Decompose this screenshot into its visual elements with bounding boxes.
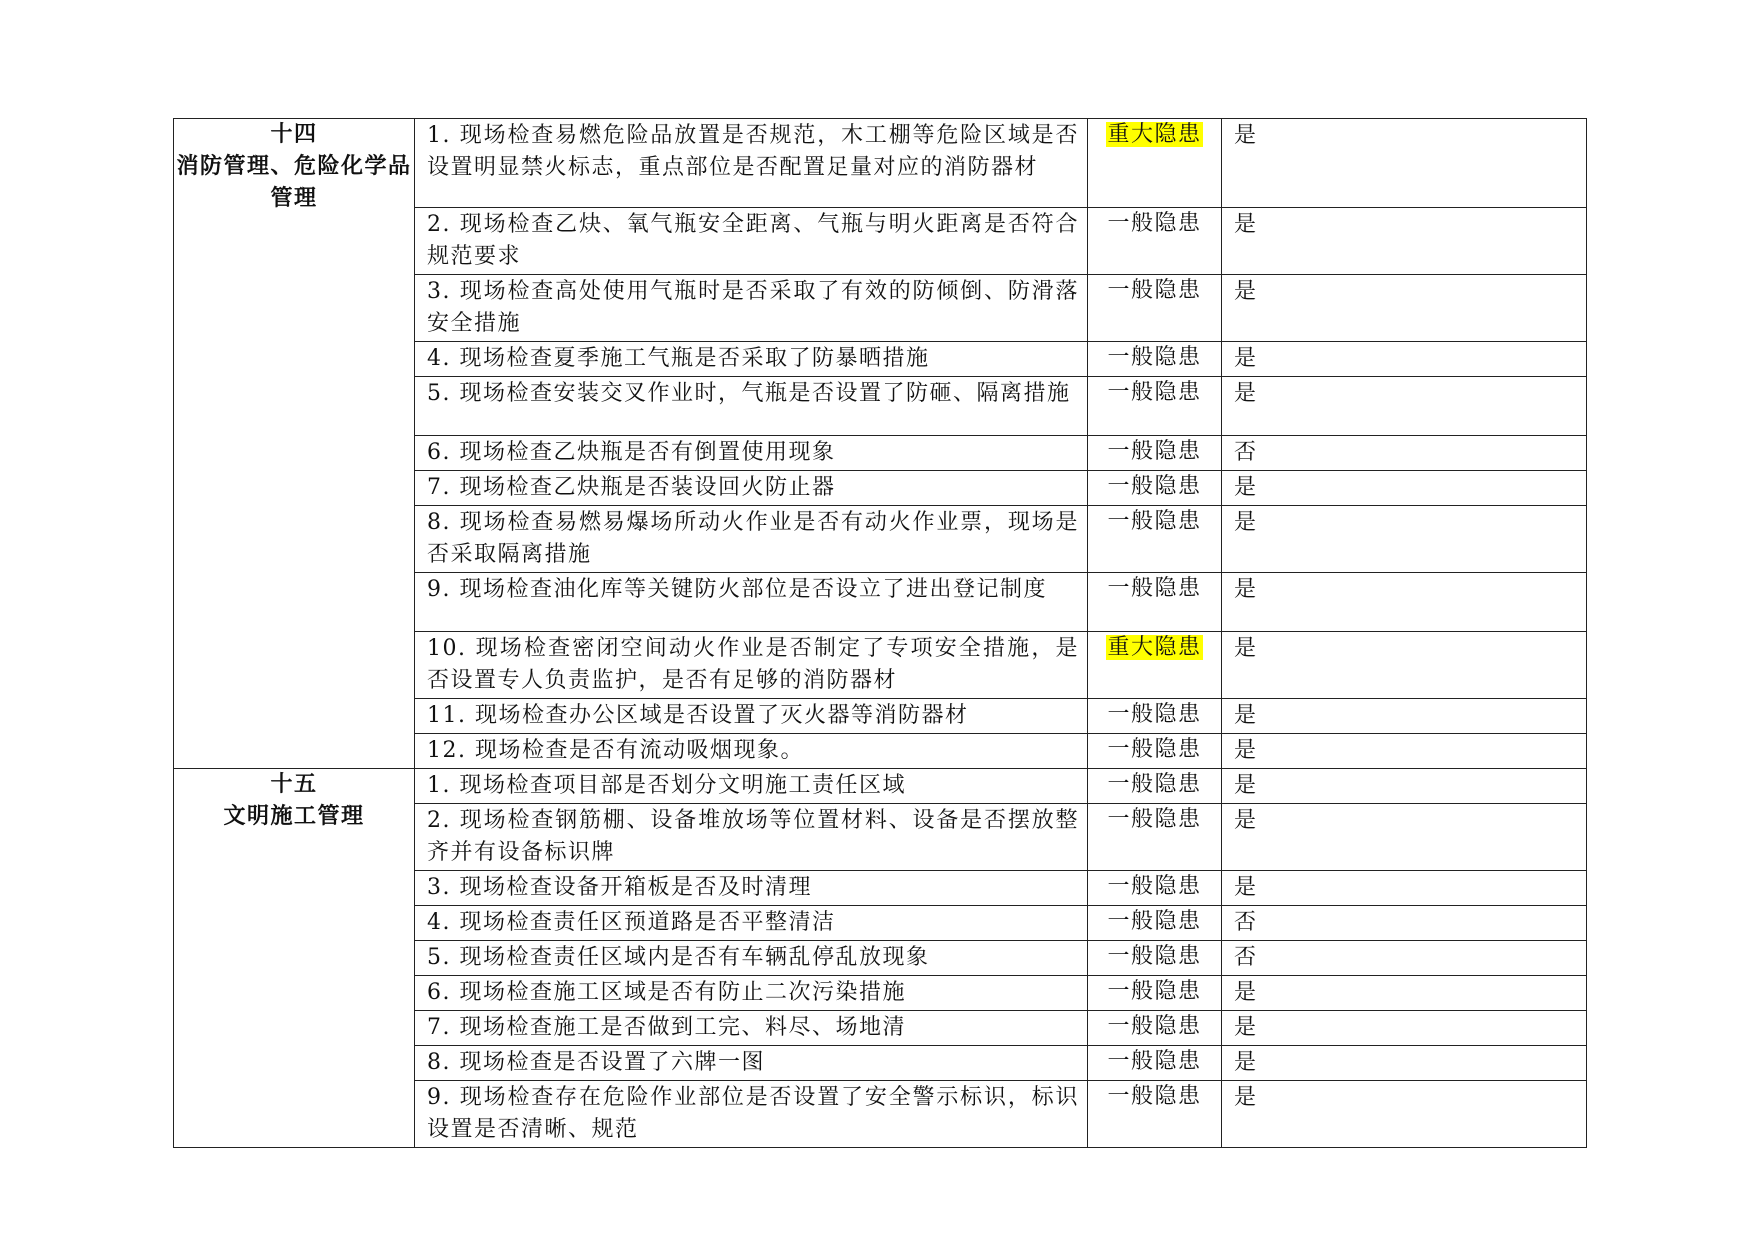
check-item-text: 9. 现场检查存在危险作业部位是否设置了安全警示标识，标识设置是否清晰、规范: [415, 1081, 1088, 1148]
hazard-level-cell: [1088, 506, 1222, 573]
check-result-cell: 是: [1222, 1046, 1587, 1081]
check-result-cell: 否: [1222, 436, 1587, 471]
general-hazard-label: 一般隐患: [1107, 345, 1202, 370]
check-item-text: 8. 现场检查是否设置了六牌一图: [415, 1046, 1088, 1081]
check-item-text: 11. 现场检查办公区域是否设置了灭火器等消防器材: [415, 699, 1088, 734]
check-item-text: 8. 现场检查易燃易爆场所动火作业是否有动火作业票，现场是否采取隔离措施: [415, 506, 1088, 573]
check-item-text: 12. 现场检查是否有流动吸烟现象。: [415, 734, 1088, 769]
section-name: 文明施工管理: [223, 804, 365, 829]
check-result-cell: 是: [1222, 632, 1587, 699]
hazard-level-cell: [1088, 976, 1222, 1011]
check-item-text: 6. 现场检查乙炔瓶是否有倒置使用现象: [415, 436, 1088, 471]
general-hazard-label: 一般隐患: [1107, 979, 1202, 1004]
check-result-cell: 是: [1222, 871, 1587, 906]
general-hazard-label: 一般隐患: [1107, 702, 1202, 727]
general-hazard-label: 一般隐患: [1107, 772, 1202, 797]
general-hazard-label: 一般隐患: [1107, 211, 1202, 236]
hazard-level-cell: [1088, 275, 1222, 342]
check-result-cell: 是: [1222, 342, 1587, 377]
check-item-text: 1. 现场检查项目部是否划分文明施工责任区域: [415, 769, 1088, 804]
hazard-level-cell: [1088, 906, 1222, 941]
check-result-cell: 是: [1222, 119, 1587, 208]
check-result-cell: 是: [1222, 275, 1587, 342]
general-hazard-label: 一般隐患: [1107, 380, 1202, 405]
general-hazard-label: 一般隐患: [1107, 278, 1202, 303]
check-result-cell: 是: [1222, 1081, 1587, 1148]
major-hazard-label: 重大隐患: [1107, 635, 1202, 660]
check-item-text: 5. 现场检查责任区域内是否有车辆乱停乱放现象: [415, 941, 1088, 976]
hazard-level-cell: [1088, 377, 1222, 436]
check-result-cell: 是: [1222, 734, 1587, 769]
hazard-level-cell: [1088, 436, 1222, 471]
check-result-cell: 否: [1222, 941, 1587, 976]
check-result-cell: 是: [1222, 769, 1587, 804]
general-hazard-label: 一般隐患: [1107, 909, 1202, 934]
check-item-text: 7. 现场检查施工是否做到工完、料尽、场地清: [415, 1011, 1088, 1046]
check-result-cell: 是: [1222, 573, 1587, 632]
general-hazard-label: 一般隐患: [1107, 509, 1202, 534]
check-result-cell: 是: [1222, 208, 1587, 275]
hazard-level-cell: [1088, 573, 1222, 632]
general-hazard-label: 一般隐患: [1107, 1014, 1202, 1039]
check-item-text: 2. 现场检查乙炔、氧气瓶安全距离、气瓶与明火距离是否符合规范要求: [415, 208, 1088, 275]
hazard-level-cell: [1088, 208, 1222, 275]
check-item-text: 2. 现场检查钢筋棚、设备堆放场等位置材料、设备是否摆放整齐并有设备标识牌: [415, 804, 1088, 871]
check-item-text: 1. 现场检查易燃危险品放置是否规范，木工棚等危险区域是否设置明显禁火标志，重点部位是否配置足量对应的消防器材: [415, 119, 1088, 208]
hazard-level-cell: [1088, 119, 1222, 208]
general-hazard-label: 一般隐患: [1107, 874, 1202, 899]
general-hazard-label: 一般隐患: [1107, 439, 1202, 464]
section-category-cell: [174, 119, 415, 769]
general-hazard-label: 一般隐患: [1107, 1049, 1202, 1074]
check-item-text: 4. 现场检查责任区预道路是否平整清洁: [415, 906, 1088, 941]
hazard-level-cell: [1088, 941, 1222, 976]
general-hazard-label: 一般隐患: [1107, 807, 1202, 832]
check-item-text: 10. 现场检查密闭空间动火作业是否制定了专项安全措施，是否设置专人负责监护，是否有足够的消防器材: [415, 632, 1088, 699]
general-hazard-label: 一般隐患: [1107, 576, 1202, 601]
check-item-text: 5. 现场检查安装交叉作业时，气瓶是否设置了防砸、隔离措施: [415, 377, 1088, 436]
general-hazard-label: 一般隐患: [1107, 737, 1202, 762]
check-item-text: 3. 现场检查高处使用气瓶时是否采取了有效的防倾倒、防滑落安全措施: [415, 275, 1088, 342]
checklist-body: [174, 119, 1587, 1148]
hazard-level-cell: [1088, 471, 1222, 506]
check-result-cell: 否: [1222, 906, 1587, 941]
check-result-cell: 是: [1222, 506, 1587, 573]
general-hazard-label: 一般隐患: [1107, 1084, 1202, 1109]
hazard-level-cell: [1088, 734, 1222, 769]
inspection-checklist-table: [173, 118, 1587, 1148]
check-item-text: 6. 现场检查施工区域是否有防止二次污染措施: [415, 976, 1088, 1011]
hazard-level-cell: [1088, 699, 1222, 734]
check-result-cell: 是: [1222, 1011, 1587, 1046]
checklist-row: [174, 769, 1587, 804]
general-hazard-label: 一般隐患: [1107, 944, 1202, 969]
check-result-cell: 是: [1222, 699, 1587, 734]
section-category-cell: [174, 769, 415, 1148]
check-result-cell: 是: [1222, 377, 1587, 436]
check-item-text: 4. 现场检查夏季施工气瓶是否采取了防暴晒措施: [415, 342, 1088, 377]
section-name: 消防管理、危险化学品管理: [176, 154, 412, 211]
section-number: 十四: [270, 122, 318, 147]
hazard-level-cell: [1088, 871, 1222, 906]
hazard-level-cell: [1088, 1081, 1222, 1148]
general-hazard-label: 一般隐患: [1107, 474, 1202, 499]
check-result-cell: 是: [1222, 471, 1587, 506]
check-item-text: 7. 现场检查乙炔瓶是否装设回火防止器: [415, 471, 1088, 506]
hazard-level-cell: [1088, 769, 1222, 804]
checklist-row: [174, 119, 1587, 208]
check-item-text: 9. 现场检查油化库等关键防火部位是否设立了进出登记制度: [415, 573, 1088, 632]
hazard-level-cell: [1088, 804, 1222, 871]
check-result-cell: 是: [1222, 804, 1587, 871]
section-number: 十五: [270, 772, 318, 797]
check-result-cell: 是: [1222, 976, 1587, 1011]
hazard-level-cell: [1088, 1046, 1222, 1081]
hazard-level-cell: [1088, 1011, 1222, 1046]
major-hazard-label: 重大隐患: [1107, 122, 1202, 147]
check-item-text: 3. 现场检查设备开箱板是否及时清理: [415, 871, 1088, 906]
hazard-level-cell: [1088, 632, 1222, 699]
hazard-level-cell: [1088, 342, 1222, 377]
